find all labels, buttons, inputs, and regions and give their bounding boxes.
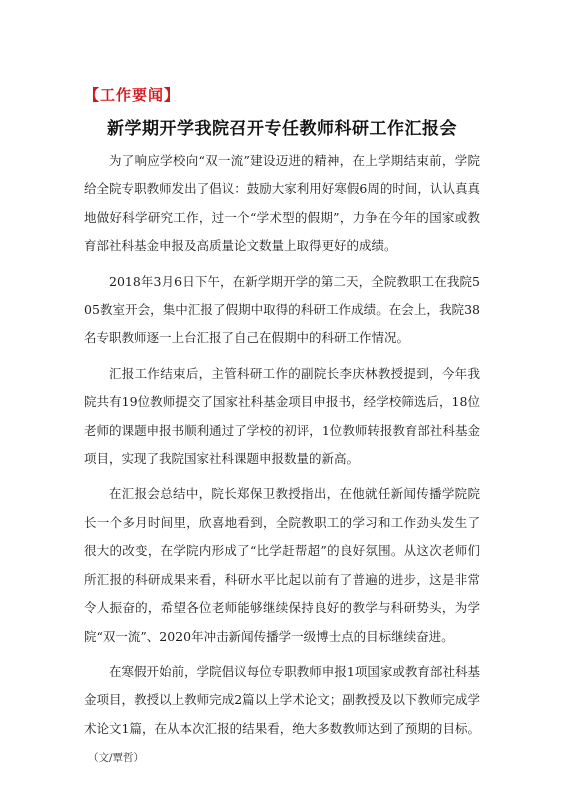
paragraph-5-text: 在寒假开始前，学院倡议每位专职教师申报1项国家或教育部社科基金项目，教授以上教师完成2篇以上学术论文；副教授及以下教师完成学术论文1篇，在从本次汇报的结果看，绝大多数教师达到了预期的目标。 bbox=[84, 663, 480, 736]
paragraph-4-text: 在汇报会总结中，院长郑保卫教授指出，在他就任新闻传播学院院长一个多月时间里，欣喜地看到，全院教职工的学习和工作劲头发生了很大的改变，在学院内形成了“比学赶帮超”的良好氛围。从这次老师们所汇报的科研成果来看，科研水平比起以前有了普遍的进步，这是非常令人振奋的，希望各位老师能够继续保持良好的教学与科研势头，为学院“双一流”、2020年冲击新闻传播学一级博士点的目标继续奋进。 bbox=[84, 486, 480, 644]
article-headline: 新学期开学我院召开专任教师科研工作汇报会 bbox=[107, 119, 457, 139]
author-signature: （文/覃哲） bbox=[88, 752, 145, 765]
paragraph-2 bbox=[84, 268, 480, 353]
paragraph-1 bbox=[84, 147, 480, 261]
paragraph-3-text: 汇报工作结束后，主管科研工作的副院长李庆林教授提到，今年我院共有19位教师提交了国家社科基金项目申报书，经学校筛选后，18位老师的课题申报书顺利通过了学校的初评，1位教师转报教育部社科基金项目，实现了我院国家社科课题申报数量的新高。 bbox=[84, 365, 480, 467]
paragraph-5 bbox=[84, 658, 480, 773]
paragraph-2-text: 2018年3月6日下午，在新学期开学的第二天，全院教职工在我院505教室开会，集中汇报了假期中取得的科研工作成绩。在会上，我院38名专职教师逐一上台汇报了自己在假期中的科研工作情况。 bbox=[84, 273, 480, 346]
paragraph-4 bbox=[84, 480, 480, 650]
article-body bbox=[84, 147, 480, 780]
paragraph-3 bbox=[84, 360, 480, 474]
section-label: 【工作要闻】 bbox=[84, 86, 181, 104]
paragraph-1-text: 为了响应学校向“双一流”建设迈进的精神，在上学期结束前，学院给全院专职教师发出了倡议：鼓励大家利用好寒假6周的时间，认认真真地做好科学研究工作，过一个“学术型的假期”，力争在今年的国家或教育部社科基金申报及高质量论文数量上取得更好的成绩。 bbox=[84, 153, 480, 254]
